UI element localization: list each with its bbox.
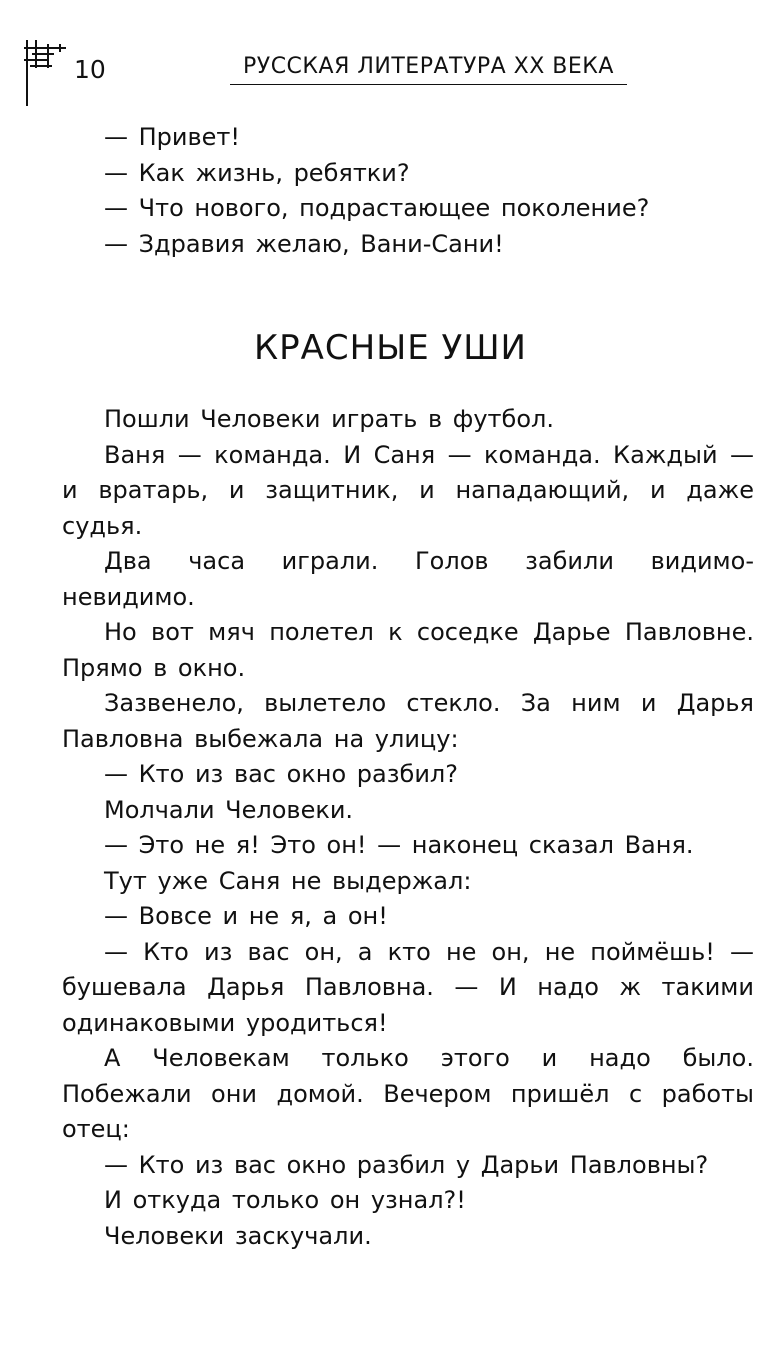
running-title: РУССКАЯ ЛИТЕРАТУРА XX ВЕКА (230, 52, 627, 85)
story-paragraph: — Вовсе и не я, а он! (104, 902, 388, 930)
story-paragraph: — Это не я! Это он! — наконец сказал Ваня. (104, 831, 694, 859)
page-header (0, 0, 781, 110)
story-title: КРАСНЫЕ УШИ (253, 328, 527, 368)
story-paragraph: И откуда только он узнал?! (104, 1186, 466, 1214)
story-paragraph: — Кто из вас он, а кто не он, не поймёшь! — бушевала Дарья Павловна. — И надо ж такими одинаковыми уродиться! (62, 937, 754, 1037)
story-paragraph: Человеки заскучали. (104, 1221, 372, 1250)
story-paragraph: Тут уже Саня не выдержал: (104, 866, 472, 895)
story-paragraph: — Кто из вас окно разбил у Дарьи Павловны? (104, 1150, 709, 1179)
story-paragraph: Но вот мяч полетел к соседке Дарье Павловне. Прямо в окно. (62, 618, 754, 682)
dialogue-line: — Привет! (104, 123, 241, 151)
page-number: 10 (74, 55, 106, 84)
story-paragraph: Ваня — команда. И Саня — команда. Каждый — и вратарь, и защитник, и нападающий, и даже судья. (62, 440, 754, 540)
story-paragraph: А Человекам только этого и надо было. Побежали они домой. Вечером пришёл с работы отец: (62, 1044, 754, 1143)
story-paragraph: Молчали Человеки. (104, 795, 354, 824)
story-body (62, 402, 754, 1254)
story-paragraph: — Кто из вас окно разбил? (104, 760, 458, 788)
dialogue-line: — Как жизнь, ребятки? (104, 158, 410, 187)
story-paragraph: Зазвенело, вылетело стекло. За ним и Дарья Павловна выбежала на улицу: (62, 689, 754, 753)
dialogue-block (104, 120, 649, 262)
story-paragraph: Два часа играли. Голов забили видимо-невидимо. (62, 547, 754, 611)
dialogue-line: — Что нового, подрастающее поколение? (104, 194, 650, 222)
dialogue-line: — Здравия желаю, Вани-Сани! (104, 229, 504, 258)
story-paragraph: Пошли Человеки играть в футбол. (104, 405, 554, 433)
corner-ornament-icon (22, 38, 72, 108)
